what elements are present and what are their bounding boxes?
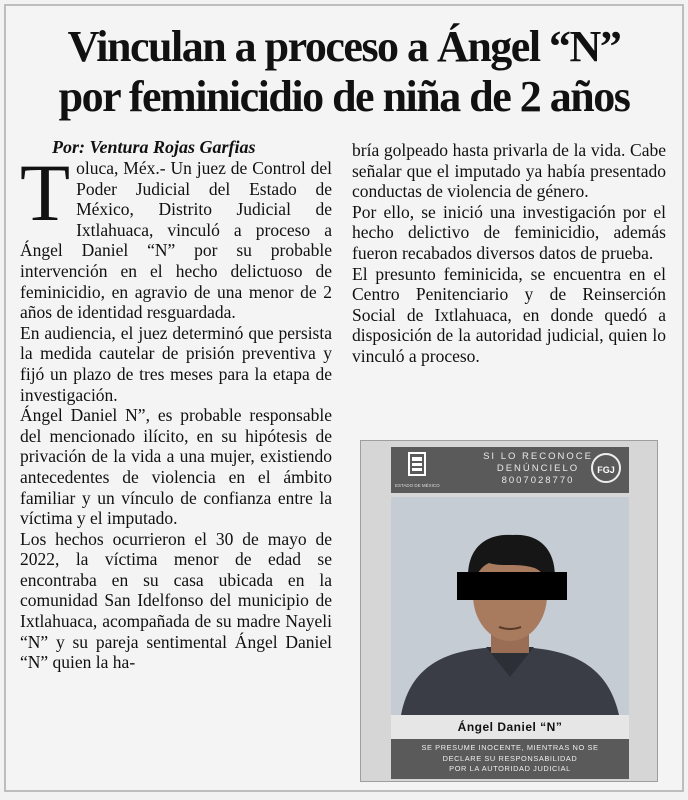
- footer-line-1: SE PRESUME INOCENTE, MIENTRAS NO SE: [421, 743, 599, 752]
- footer-line-3: POR LA AUTORIDAD JUDICIAL: [449, 764, 571, 773]
- headline-line-1: Vinculan a proceso a Ángel “N”: [67, 22, 621, 71]
- newspaper-page: [4, 4, 684, 792]
- fgj-logo-icon: FGJ: [591, 453, 621, 483]
- poster-header: [391, 447, 629, 493]
- paragraph-4: Los hechos ocurrieron el 30 de mayo de 2022, la víctima menor de edad se encontraba en su casa ubicada en la comunidad San Idelfonso del municipio de Ixtlahuaca, acompañada de su madre Nayeli “N” y su pareja sentimental Ángel Daniel “N” quien la ha-: [20, 528, 332, 673]
- banner-line-2: DENÚNCIELO: [496, 463, 580, 474]
- banner-line-1: SI LO RECONOCE: [483, 451, 593, 462]
- state-seal-icon: [397, 451, 437, 485]
- suspect-photo: [391, 497, 629, 715]
- poster-footer: [391, 739, 629, 779]
- paragraph-5: bría golpeado hasta privarla de la vida. Cabe señalar que el imputado ya había presentado conductas de violencia de género.: [352, 140, 666, 202]
- paragraph-7: El presunto feminicida, se encuentra en el Centro Penitenciario y de Reinserción Social de Ixtlahuaca, en donde quedó a disposición de la autoridad judicial, quien lo vinculó a proceso.: [352, 263, 666, 366]
- paragraph-2: En audiencia, el juez determinó que persista la medida cautelar de prisión preventiva y fijó un plazo de tres meses para la etapa de investigación.: [20, 322, 332, 405]
- paragraph-1-text: oluca, Méx.- Un juez de Control del Poder Judicial del Estado de México, Distrito Judicial de Ixtlahuaca, vinculó a proceso a Ángel Daniel “N” por su probable intervención en el hecho delictuoso de feminicidio, en agravio de una menor de 2 años de identidad resguardada.: [20, 158, 332, 323]
- footer-line-2: DECLARE SU RESPONSABILIDAD: [442, 753, 578, 763]
- suspect-name: Ángel Daniel “N”: [391, 715, 629, 739]
- seal-caption: ESTADO DE MÉXICO: [395, 483, 440, 488]
- paragraph-3: Ángel Daniel N”, es probable responsable del mencionado ilícito, en su hipótesis de privación de la vida a una mujer, existiendo antecedentes de violencia en el ámbito familiar y un vínculo de confianza entre la víctima y el imputado.: [20, 405, 332, 529]
- paragraph-6: Por ello, se inició una investigación por el hecho delictivo de feminicidio, además fueron recabados diversos datos de prueba.: [352, 201, 666, 263]
- byline: Por: Ventura Rojas Garfias: [52, 137, 256, 157]
- drop-cap: T: [20, 147, 71, 238]
- headline-line-2: por feminicidio de niña de 2 años: [58, 72, 630, 121]
- wanted-poster: [360, 440, 658, 782]
- banner-line-3: 8007028770: [501, 475, 575, 486]
- headline: [6, 22, 682, 122]
- article-column-right: [352, 140, 666, 367]
